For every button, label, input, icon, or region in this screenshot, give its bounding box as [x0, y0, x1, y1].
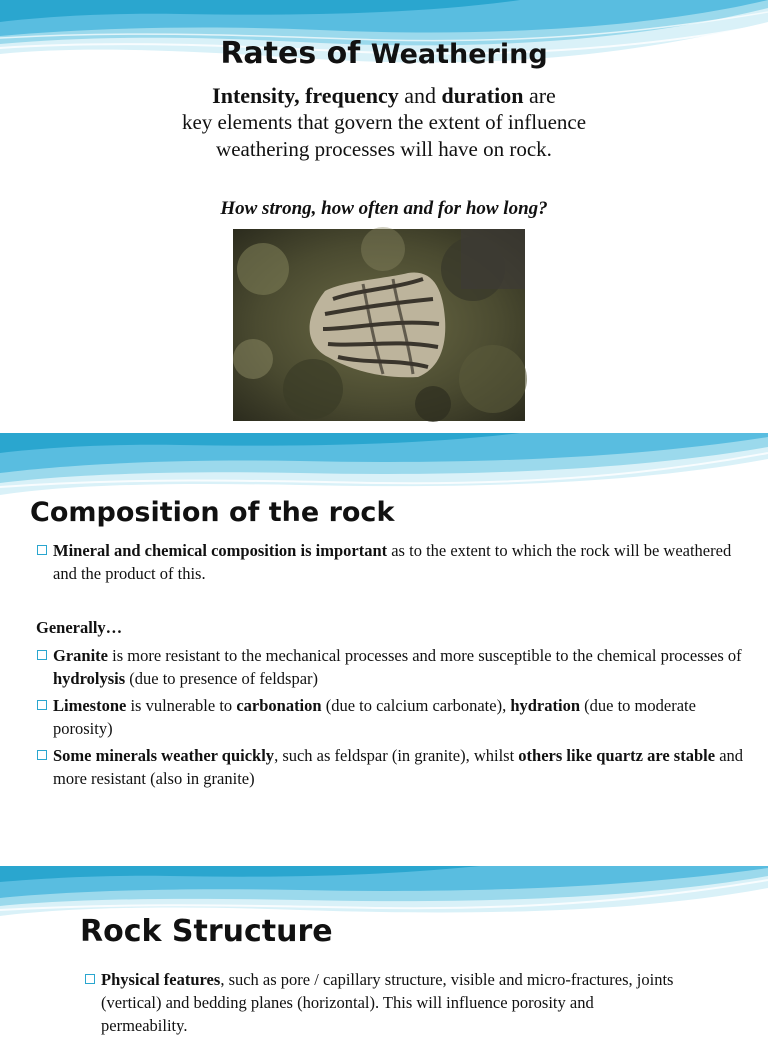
bullet-list — [84, 968, 684, 1037]
checkbox-square-icon — [37, 650, 47, 660]
slide-title: Rock Structure — [80, 914, 333, 949]
slide-title: Composition of the rock — [30, 497, 395, 528]
bullet-item: Limestone is vulnerable to carbonation (due to calcium carbonate), hydration (due to moderate porosity) — [36, 694, 748, 740]
bullet-item: Some minerals weather quickly, such as feldspar (in granite), whilst others like quartz are stable and more resistant (also in granite) — [36, 744, 748, 790]
intro-rest: key elements that govern the extent of influence weathering processes will have on rock. — [181, 110, 587, 161]
slide-rock-structure — [0, 866, 768, 1035]
generally-label: Generally… — [36, 618, 123, 637]
rock-photo — [233, 229, 525, 421]
slide-divider — [0, 835, 768, 866]
checkbox-square-icon — [37, 750, 47, 760]
checkbox-square-icon — [37, 700, 47, 710]
bullet-item: Mineral and chemical composition is important as to the extent to which the rock will be weathered and the product of this. — [36, 539, 748, 585]
bullet-list — [36, 539, 748, 790]
bullet-item: Physical features, such as pore / capillary structure, visible and micro-fractures, joints (vertical) and bedding planes (horizontal). This will influence porosity and permeability. — [84, 968, 684, 1037]
slide-rates-of-weathering — [0, 0, 768, 430]
slide-composition-of-rock — [0, 433, 768, 835]
slide-title: Rates of Weathering — [220, 36, 548, 71]
wave-header-decoration — [0, 433, 768, 503]
intro-text: Intensity, frequency and duration are key elements that govern the extent of influence weathering processes will have on rock. — [120, 82, 648, 163]
bullet-item: Granite is more resistant to the mechanical processes and more susceptible to the chemical processes of hydrolysis (due to presence of feldspar) — [36, 644, 748, 690]
question-text: How strong, how often and for how long? — [220, 198, 548, 219]
checkbox-square-icon — [37, 545, 47, 555]
checkbox-square-icon — [85, 974, 95, 984]
